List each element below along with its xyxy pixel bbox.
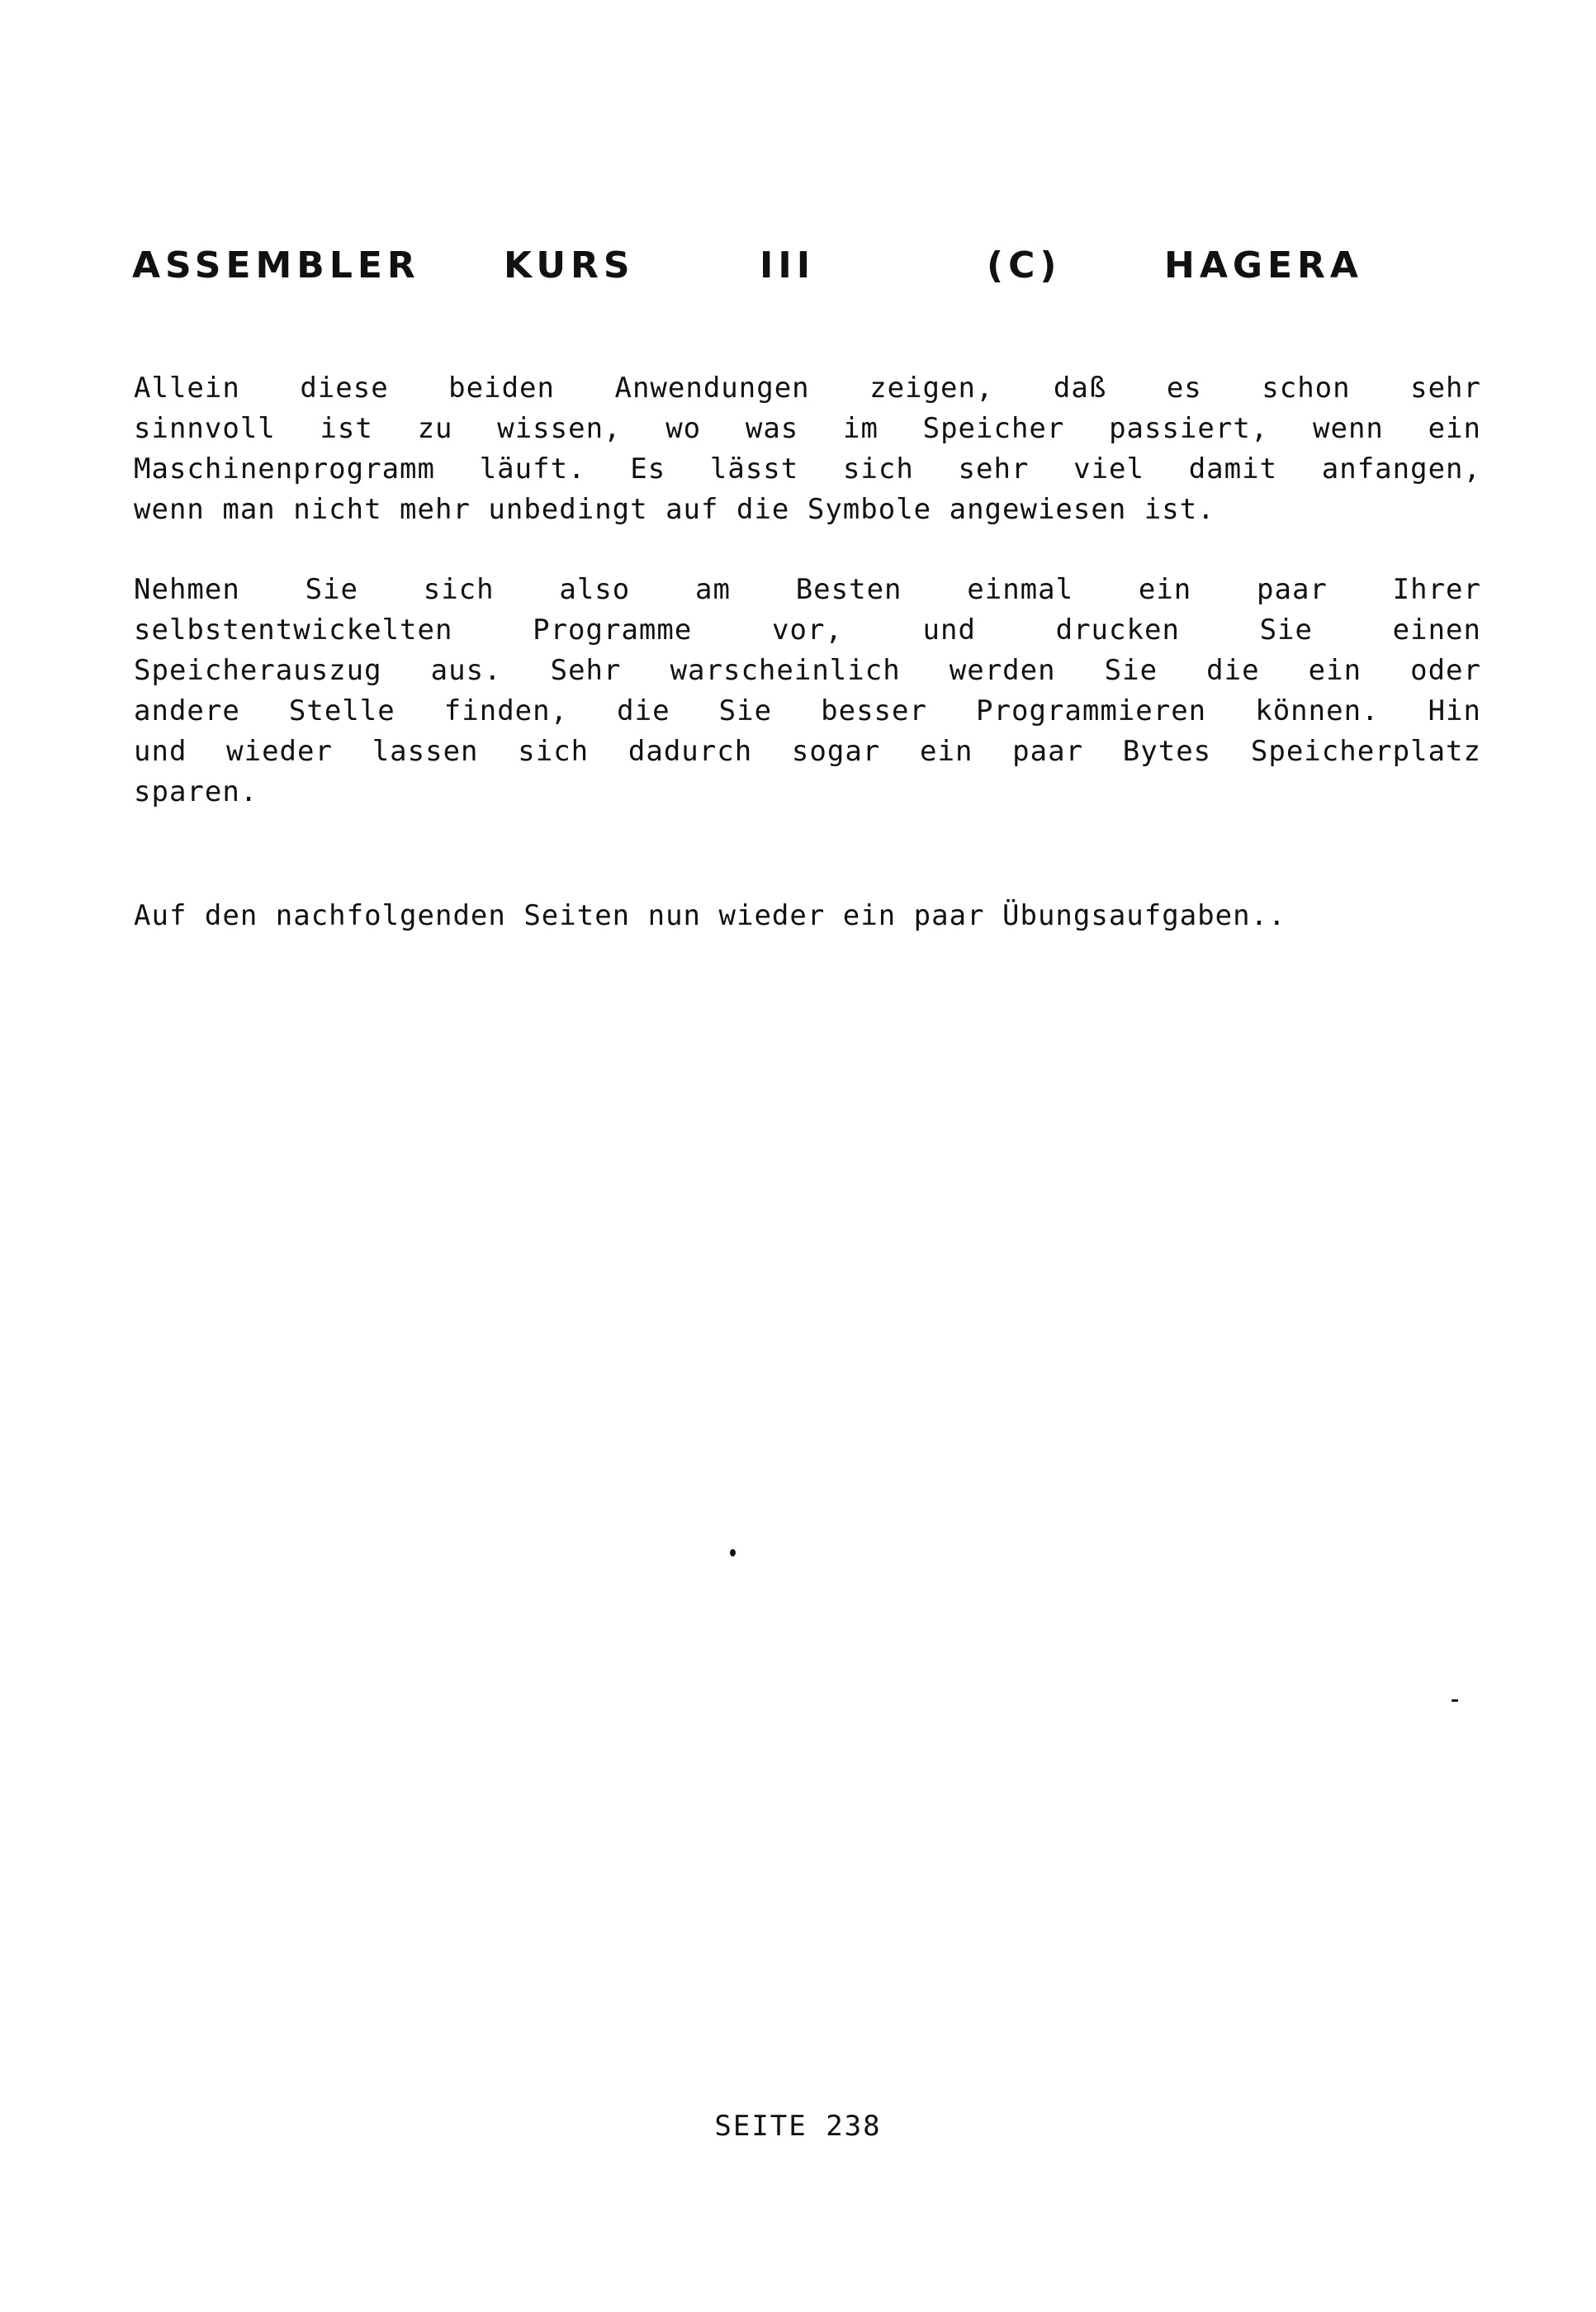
paragraph-3: [134, 896, 1481, 936]
text-line: und wieder lassen sich dadurch sogar ein paar Bytes Speicherplatz: [134, 735, 1481, 768]
page-header: [132, 244, 1420, 294]
scan-speck: [730, 1549, 736, 1556]
text-line: Auf den nachfolgenden Seiten nun wieder ein paar Übungsaufgaben..: [134, 899, 1286, 932]
scan-speck: [1452, 1699, 1458, 1702]
header-course: KURS: [504, 244, 635, 287]
text-line: selbstentwickelten Programme vor, und drucken Sie einen: [134, 614, 1481, 647]
paragraph-1: [134, 368, 1481, 530]
paragraph-2: [134, 570, 1481, 813]
text-line: Allein diese beiden Anwendungen zeigen, daß es schon sehr: [134, 372, 1481, 405]
text-line: Nehmen Sie sich also am Besten einmal ein paar Ihrer: [134, 573, 1481, 606]
text-line: wenn man nicht mehr unbedingt auf die Symbole angewiesen ist.: [134, 493, 1215, 526]
header-copyright: (C): [987, 244, 1062, 287]
header-volume: III: [760, 244, 816, 287]
page-number: SEITE 238: [714, 2110, 882, 2143]
text-line: andere Stelle finden, die Sie besser Programmieren können. Hin: [134, 694, 1481, 727]
text-line: sparen.: [134, 775, 258, 808]
header-title: ASSEMBLER: [132, 244, 420, 287]
header-author: HAGERA: [1164, 244, 1363, 287]
text-line: Maschinenprogramm läuft. Es lässt sich sehr viel damit anfangen,: [134, 452, 1481, 486]
text-line: sinnvoll ist zu wissen, wo was im Speicher passiert, wenn ein: [134, 412, 1481, 445]
text-line: Speicherauszug aus. Sehr warscheinlich werden Sie die ein oder: [134, 654, 1481, 687]
